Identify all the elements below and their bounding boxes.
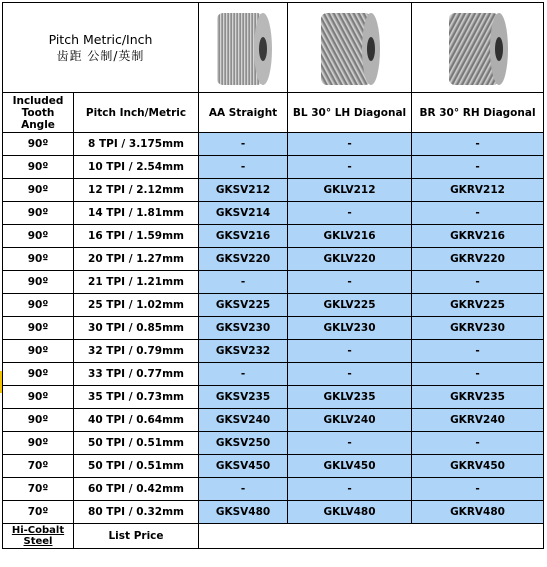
aa-part-cell: GKSV480 [199,501,288,524]
list-price-label: List Price [74,524,199,549]
list-price-value-cell [199,524,544,549]
aa-part-cell: GKSV220 [199,248,288,271]
pitch-title-cn: 齿距 公制/英制 [56,48,145,63]
br-part-cell: GKRV212 [412,179,544,202]
br-part-cell: GKRV216 [412,225,544,248]
pitch-cell: 10 TPI / 2.54mm [74,156,199,179]
aa-part-cell: GKSV216 [199,225,288,248]
table-row [3,248,544,271]
aa-part-cell: - [199,133,288,156]
pitch-cell: 60 TPI / 0.42mm [74,478,199,501]
table-row [3,340,544,363]
aa-part-cell: GKSV212 [199,179,288,202]
br-part-cell: GKRV450 [412,455,544,478]
table-row [3,409,544,432]
pitch-cell: 25 TPI / 1.02mm [74,294,199,317]
angle-cell: 90º [3,294,74,317]
header-image-row [3,3,544,93]
br-part-cell: - [412,340,544,363]
table-row [3,363,544,386]
br-part-cell: - [412,363,544,386]
aa-part-cell: GKSV240 [199,409,288,432]
aa-image-cell [199,3,288,93]
table-row [3,317,544,340]
br-part-cell: GKRV240 [412,409,544,432]
angle-cell: 90º [3,248,74,271]
bl-part-cell: GKLV235 [288,386,412,409]
br-part-cell: GKRV230 [412,317,544,340]
angle-cell: 90º [3,409,74,432]
pitch-cell: 8 TPI / 3.175mm [74,133,199,156]
pitch-cell: 16 TPI / 1.59mm [74,225,199,248]
aa-part-cell: GKSV230 [199,317,288,340]
pitch-cell: 50 TPI / 0.51mm [74,432,199,455]
br-part-cell: - [412,133,544,156]
aa-part-cell: GKSV225 [199,294,288,317]
aa-part-cell: GKSV450 [199,455,288,478]
pitch-cell: 35 TPI / 0.73mm [74,386,199,409]
br-part-cell: - [412,156,544,179]
bl-part-cell: - [288,478,412,501]
bl-part-cell: GKLV480 [288,501,412,524]
aa-part-cell: GKSV235 [199,386,288,409]
bl-part-cell: GKLV240 [288,409,412,432]
straight-knurl-wheel-icon [213,7,273,89]
table-row [3,225,544,248]
angle-cell: 90º [3,179,74,202]
angle-cell: 70º [3,455,74,478]
material-label: Hi-Cobalt Steel [11,525,65,547]
br-part-cell: - [412,271,544,294]
bl-part-cell: GKLV225 [288,294,412,317]
pitch-cell: 50 TPI / 0.51mm [74,455,199,478]
pitch-title-en: Pitch Metric/Inch [48,31,153,47]
aa-column-header: AA Straight [199,93,288,133]
aa-part-cell: GKSV232 [199,340,288,363]
angle-cell: 90º [3,202,74,225]
knurl-wheel-table [2,2,544,549]
aa-part-cell: - [199,478,288,501]
bl-part-cell: GKLV212 [288,179,412,202]
bl-part-cell: - [288,340,412,363]
bl-part-cell: - [288,156,412,179]
table-row [3,202,544,225]
bl-part-cell: GKLV230 [288,317,412,340]
bl-part-cell: - [288,202,412,225]
pitch-cell: 33 TPI / 0.77mm [74,363,199,386]
pitch-cell: 21 TPI / 1.21mm [74,271,199,294]
pitch-cell: 14 TPI / 1.81mm [74,202,199,225]
br-part-cell: GKRV235 [412,386,544,409]
angle-cell: 90º [3,271,74,294]
bl-part-cell: - [288,363,412,386]
footer-row [3,524,544,549]
rh-diagonal-knurl-wheel-icon [443,7,513,89]
br-part-cell: GKRV220 [412,248,544,271]
table-row [3,179,544,202]
angle-column-header: Included Tooth Angle [3,93,74,133]
pitch-cell: 80 TPI / 0.32mm [74,501,199,524]
pitch-cell: 20 TPI / 1.27mm [74,248,199,271]
column-header-row [3,93,544,133]
table-row [3,271,544,294]
angle-cell: 90º [3,133,74,156]
table-row [3,455,544,478]
angle-cell: 70º [3,501,74,524]
table-row [3,294,544,317]
bl-part-cell: - [288,271,412,294]
bl-part-cell: - [288,432,412,455]
angle-cell: 90º [3,386,74,409]
br-part-cell: - [412,432,544,455]
table-row [3,432,544,455]
pitch-title-cell [3,3,199,93]
table-row [3,386,544,409]
angle-cell: 90º [3,432,74,455]
bl-column-header: BL 30° LH Diagonal [288,93,412,133]
angle-cell: 90º [3,340,74,363]
lh-diagonal-knurl-wheel-icon [315,7,385,89]
material-cell [3,524,74,549]
br-part-cell: GKRV480 [412,501,544,524]
angle-cell: 90º [3,363,74,386]
angle-cell: 70º [3,478,74,501]
angle-cell: 90º [3,225,74,248]
pitch-cell: 12 TPI / 2.12mm [74,179,199,202]
table-row [3,478,544,501]
bl-part-cell: GKLV220 [288,248,412,271]
aa-part-cell: - [199,271,288,294]
aa-part-cell: - [199,156,288,179]
pitch-column-header: Pitch Inch/Metric [74,93,199,133]
br-part-cell: - [412,202,544,225]
pitch-cell: 40 TPI / 0.64mm [74,409,199,432]
angle-cell: 90º [3,156,74,179]
table-row [3,133,544,156]
bl-image-cell [288,3,412,93]
aa-part-cell: GKSV250 [199,432,288,455]
pitch-cell: 32 TPI / 0.79mm [74,340,199,363]
aa-part-cell: - [199,363,288,386]
br-column-header: BR 30° RH Diagonal [412,93,544,133]
bl-part-cell: - [288,133,412,156]
br-image-cell [412,3,544,93]
angle-cell: 90º [3,317,74,340]
pitch-cell: 30 TPI / 0.85mm [74,317,199,340]
br-part-cell: GKRV225 [412,294,544,317]
table-row [3,156,544,179]
bl-part-cell: GKLV450 [288,455,412,478]
bl-part-cell: GKLV216 [288,225,412,248]
table-row [3,501,544,524]
aa-part-cell: GKSV214 [199,202,288,225]
br-part-cell: - [412,478,544,501]
